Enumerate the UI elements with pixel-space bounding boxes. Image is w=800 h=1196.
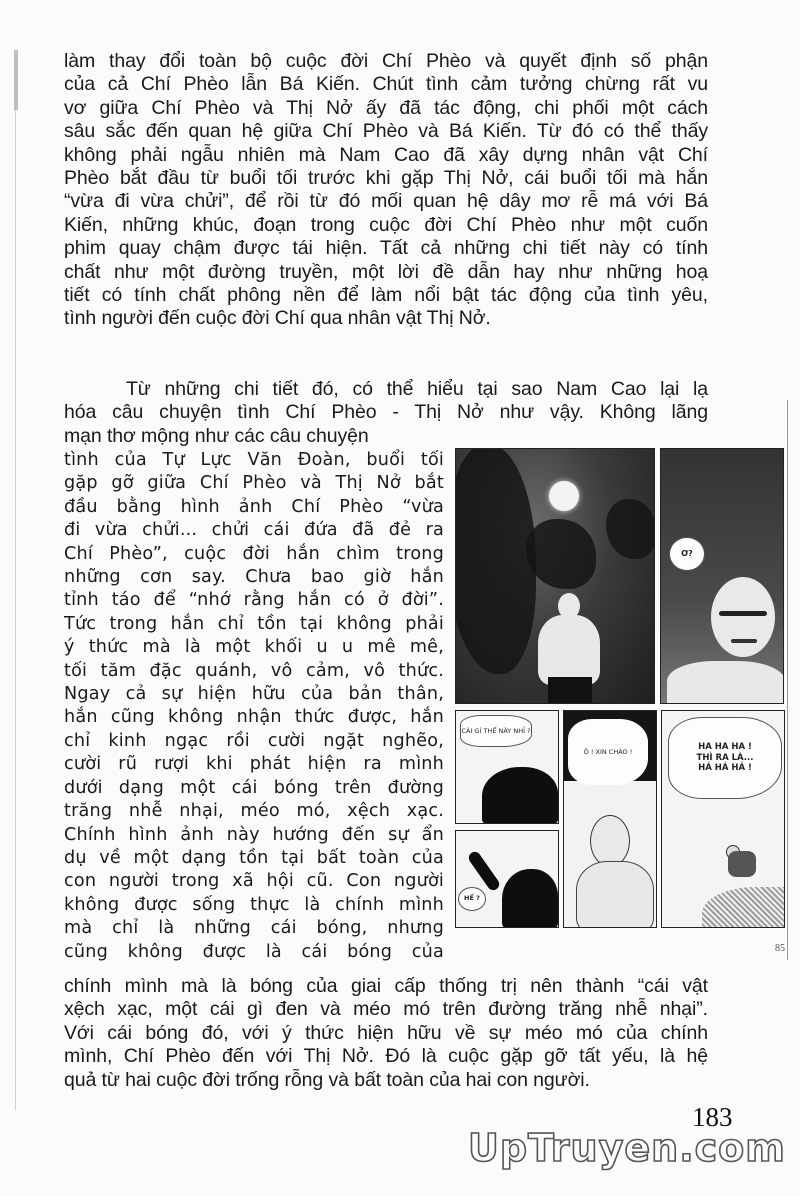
- page-binding-edge: [14, 50, 18, 110]
- page-margin-line: [15, 110, 16, 1110]
- bubble-text: CÁI GÌ THẾ NÀY NHỈ ?: [461, 726, 531, 735]
- text-line: Tức trong hắn chỉ tồn tại không phải: [64, 613, 444, 634]
- bubble-text: HA HA HA ! THÌ RA LÀ... HÁ HÁ HÁ !: [696, 742, 754, 774]
- comic-panel-laughing: [661, 710, 785, 928]
- watermark-logo: UpTruyen.com: [468, 1126, 786, 1170]
- ground-shading: [702, 887, 785, 928]
- text-line: hắn cũng không nhận thức được, hắn: [64, 707, 444, 728]
- text-line: con người trong xã hội cũ. Con người: [64, 871, 444, 892]
- text-line: chính mình mà là bóng của giai cấp thống trị nên thành “cái vật: [64, 975, 708, 997]
- comic-panel-greeting: [563, 710, 657, 928]
- text-line: cũng không được là cái bóng của: [64, 941, 444, 962]
- speech-bubble: [458, 887, 486, 911]
- character-body: [576, 861, 654, 928]
- text-line: Chí Phèo”, cuộc đời hắn chìm trong: [64, 543, 444, 564]
- bubble-text: HẾ ?: [464, 894, 480, 903]
- text-line: gặp gỡ giữa Chí Phèo và Thị Nở bắt: [64, 473, 444, 494]
- character-head: [711, 577, 775, 657]
- text-line: dưới dạng một cái bóng trên đường: [64, 777, 444, 798]
- text-line: mạn thơ mộng như các câu chuyện: [64, 424, 369, 447]
- speech-bubble: [460, 715, 532, 747]
- text-line: chỉ kinh ngạc rồi cười ngặt nghẽo,: [64, 730, 444, 751]
- character-shoulders: [667, 661, 784, 704]
- text-line: xệch xạc, một cái gì đen và méo mó trên đường trăng nhễ nhại”.: [64, 998, 708, 1021]
- speech-bubble: [668, 717, 782, 799]
- text-line: mà chỉ là những cái bóng, nhưng: [64, 918, 444, 939]
- text-line: đi vừa chửi... chửi cái đứa đã đẻ ra: [64, 520, 444, 541]
- text-line: tiết có tính chất phông nền để làm nổi bật tác động của tình yêu,: [64, 284, 708, 307]
- text-line: mình, Chí Phèo đến với Thị Nở. Đó là cuộc gặp gỡ tất yếu, là hệ: [64, 1045, 708, 1068]
- text-line: vơ giữa Chí Phèo và Thị Nở ấy đã tác động, chi phối một cách: [64, 96, 708, 119]
- text-line: không phải ngẫu nhiên mà Nam Cao đã xây dựng nhân vật Chí: [64, 143, 708, 166]
- paragraph-2-continued: [64, 975, 708, 1092]
- text-line: dụ về một dạng tồn tại bất toàn của: [64, 847, 444, 868]
- bubble-text: Ơ?: [681, 549, 693, 559]
- tree-silhouette: [526, 519, 596, 589]
- text-line: của cả Chí Phèo lẫn Bá Kiến. Chút tình cảm tưởng chừng rất vu: [64, 73, 708, 96]
- page-right-edge: [787, 400, 788, 960]
- comic-panel-shadow-discovery: [455, 710, 559, 824]
- text-line: phim quay chậm được tái hiện. Tất cả những chi tiết này có tính: [64, 237, 708, 260]
- text-line: tối tăm đặc quánh, vô cảm, vô thức.: [64, 660, 444, 681]
- text-line: Với cái bóng đó, với ý thức hiện hữu về sự méo mó của chính: [64, 1021, 708, 1044]
- tree-silhouette: [455, 448, 536, 674]
- text-line: tình người đến cuộc đời Chí qua nhân vật Thị Nở.: [64, 307, 491, 330]
- text-line: Chính hình ảnh này hướng đến sự ẩn: [64, 824, 444, 845]
- tree-silhouette: [606, 499, 655, 559]
- paragraph-2-intro: [64, 378, 708, 448]
- text-line: đầu bằng hình ảnh Chí Phèo “vừa: [64, 496, 444, 517]
- text-line: quả từ hai cuộc đời trống rỗng và bất toàn của hai con người.: [64, 1068, 590, 1091]
- character-crouching: [728, 851, 756, 877]
- text-line: Ngay cả sự hiện hữu của bản thân,: [64, 684, 444, 705]
- character-eyebrows: [719, 611, 767, 616]
- text-line: Phèo bắt đầu từ buổi tối trước khi gặp Thị Nở, cái buổi tối mà hắn: [64, 167, 708, 190]
- comic-panel-closeup-face: [660, 448, 784, 704]
- text-line: Kiến, những khúc, đoạn trong cuộc đời Chí Phèo như một cuốn: [64, 213, 708, 236]
- page-number: 183: [692, 1102, 733, 1132]
- text-line: cười rũ rượi khi phát hiện ra mình: [64, 754, 444, 775]
- text-line: trăng nhễ nhại, méo mó, xệch xạc.: [64, 801, 444, 822]
- text-line: Từ những chi tiết đó, có thể hiểu tại sao Nam Cao lại lạ: [126, 378, 708, 400]
- character-head: [590, 815, 630, 867]
- text-line: làm thay đổi toàn bộ cuộc đời Chí Phèo và quyết định số phận: [64, 50, 708, 72]
- paragraph-2-column: [64, 449, 444, 964]
- text-line: hóa câu chuyện tình Chí Phèo - Thị Nở như vậy. Không lãng: [64, 401, 708, 424]
- shadow-silhouette: [482, 767, 558, 824]
- comic-page-number: 85: [775, 943, 785, 954]
- comic-illustration: [455, 448, 785, 954]
- comic-panel-shadow-wave: [455, 830, 559, 928]
- comic-panel-moonlit-walk: [455, 448, 655, 704]
- character-trousers: [548, 677, 592, 704]
- speech-bubble: [669, 537, 705, 571]
- text-line: sâu sắc đến quan hệ giữa Chí Phèo và Bá Kiến. Từ đó có thể thấy: [64, 120, 708, 143]
- text-line: chất như một đường truyền, một lời đề dẫn hay như những hoạ: [64, 260, 708, 283]
- text-line: tình của Tự Lực Văn Đoàn, buổi tối: [64, 450, 444, 470]
- paragraph-1: [64, 50, 708, 331]
- character-body: [538, 615, 600, 685]
- moon-icon: [549, 481, 579, 511]
- waving-shadow-silhouette: [502, 869, 558, 928]
- text-line: “vừa đi vừa chửi”, để rồi từ đó mối quan hệ dây mơ rễ má với Bá: [64, 190, 708, 213]
- text-line: tỉnh táo để “nhớ rằng hắn có ở đời”.: [64, 590, 444, 611]
- character-mouth: [731, 639, 757, 643]
- text-line: ý thức mà là một khối u u mê mê,: [64, 637, 444, 658]
- bubble-text: Ô ! XIN CHÀO !: [583, 747, 633, 756]
- text-line: những cơn say. Chưa bao giờ hắn: [64, 567, 444, 588]
- speech-bubble: [568, 719, 648, 785]
- text-line: không được sống thực là chính mình: [64, 894, 444, 915]
